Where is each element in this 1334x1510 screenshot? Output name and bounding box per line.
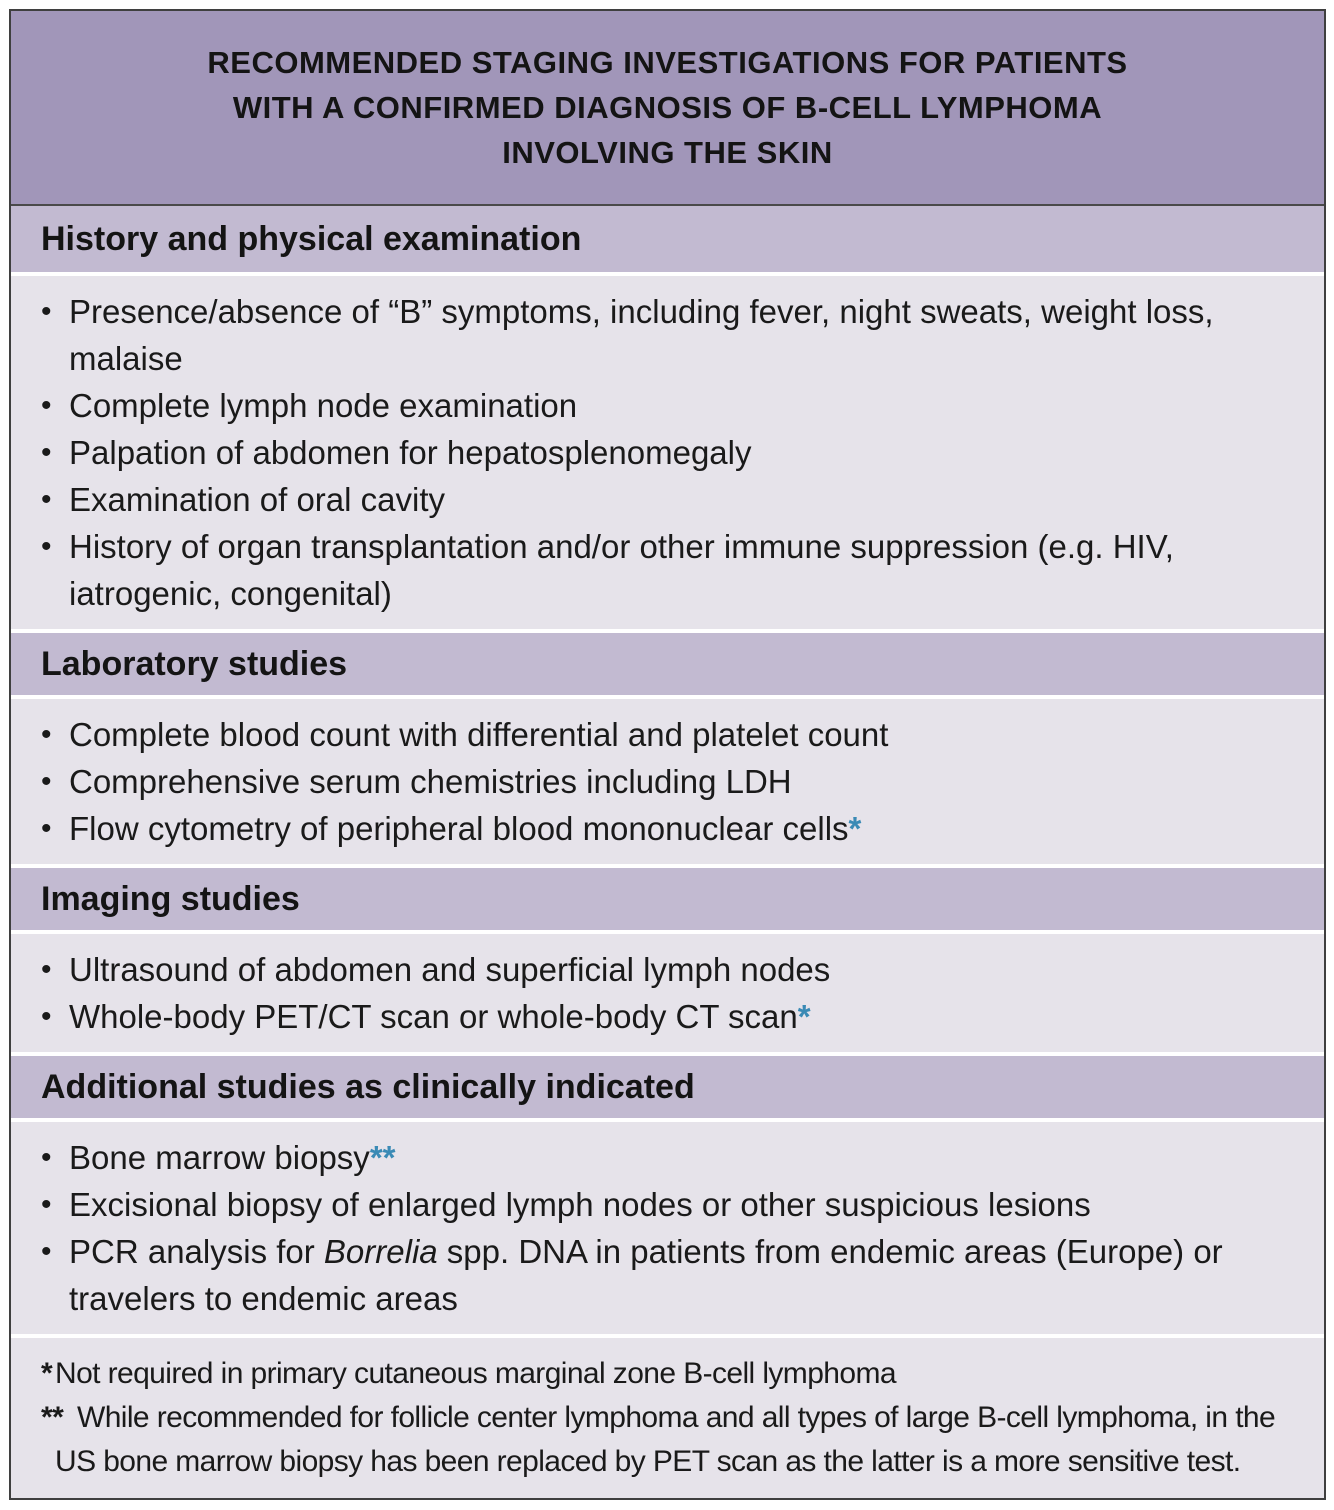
- list-item: • Ultrasound of abdomen and superficial lymph nodes: [11, 946, 1324, 993]
- bullet-icon: •: [41, 812, 52, 845]
- list-item: • Complete blood count with differential and platelet count: [11, 711, 1324, 758]
- list-item: • Presence/absence of “B” symptoms, including fever, night sweats, weight loss, malaise: [11, 288, 1324, 382]
- list-item: • Bone marrow biopsy**: [11, 1134, 1324, 1181]
- list-item: • PCR analysis for Borrelia spp. DNA in patients from endemic areas (Europe) or travelers to endemic areas: [11, 1228, 1324, 1322]
- italic-genus: Borrelia: [323, 1233, 438, 1270]
- list-item: • Flow cytometry of peripheral blood mononuclear cells*: [11, 805, 1324, 852]
- footnote-mark: *: [41, 1357, 53, 1390]
- bullet-icon: •: [41, 295, 52, 328]
- list-item: • Whole-body PET/CT scan or whole-body CT scan*: [11, 993, 1324, 1040]
- title-line-2: WITH A CONFIRMED DIAGNOSIS OF B-CELL LYMPHOMA: [232, 90, 1103, 125]
- section-heading-history: History and physical examination: [11, 206, 1324, 276]
- list-item: • History of organ transplantation and/or other immune suppression (e.g. HIV, iatrogenic, congenital): [11, 523, 1324, 617]
- footnote-mark: **: [41, 1401, 64, 1434]
- table-title: [11, 11, 1324, 206]
- bullet-icon: •: [41, 1141, 52, 1174]
- section-body-additional: [11, 1122, 1324, 1334]
- footnotes: [11, 1334, 1324, 1484]
- footnote-marker: *: [848, 810, 862, 847]
- section-body-history: [11, 276, 1324, 629]
- bullet-icon: •: [41, 483, 52, 516]
- bullet-icon: •: [41, 1235, 52, 1268]
- bullet-icon: •: [41, 1188, 52, 1221]
- bullet-icon: •: [41, 953, 52, 986]
- section-heading-laboratory: Laboratory studies: [11, 629, 1324, 699]
- bullet-icon: •: [41, 718, 52, 751]
- section-heading-imaging: Imaging studies: [11, 864, 1324, 934]
- list-item: • Complete lymph node examination: [11, 382, 1324, 429]
- list-item: • Palpation of abdomen for hepatosplenomegaly: [11, 429, 1324, 476]
- list-item: • Excisional biopsy of enlarged lymph nodes or other suspicious lesions: [11, 1181, 1324, 1228]
- footnote-marker: **: [369, 1139, 396, 1176]
- footnote-2: ** While recommended for follicle center lymphoma and all types of large B-cell lymphoma, in the US bone marrow biopsy has been replaced by PET scan as the latter is a more sensitive test.: [41, 1396, 1294, 1484]
- section-heading-additional: Additional studies as clinically indicated: [11, 1052, 1324, 1122]
- footnote-marker: *: [797, 998, 811, 1035]
- staging-table: [9, 9, 1326, 1500]
- section-body-laboratory: [11, 699, 1324, 864]
- bullet-icon: •: [41, 389, 52, 422]
- bullet-icon: •: [41, 1000, 52, 1033]
- list-item: • Examination of oral cavity: [11, 476, 1324, 523]
- title-line-1: RECOMMENDED STAGING INVESTIGATIONS FOR PATIENTS: [207, 45, 1128, 80]
- title-line-3: INVOLVING THE SKIN: [502, 135, 833, 170]
- section-body-imaging: [11, 934, 1324, 1052]
- bullet-icon: •: [41, 436, 52, 469]
- bullet-icon: •: [41, 530, 52, 563]
- footnote-1: * Not required in primary cutaneous marginal zone B-cell lymphoma: [41, 1352, 1294, 1396]
- bullet-icon: •: [41, 765, 52, 798]
- list-item: • Comprehensive serum chemistries including LDH: [11, 758, 1324, 805]
